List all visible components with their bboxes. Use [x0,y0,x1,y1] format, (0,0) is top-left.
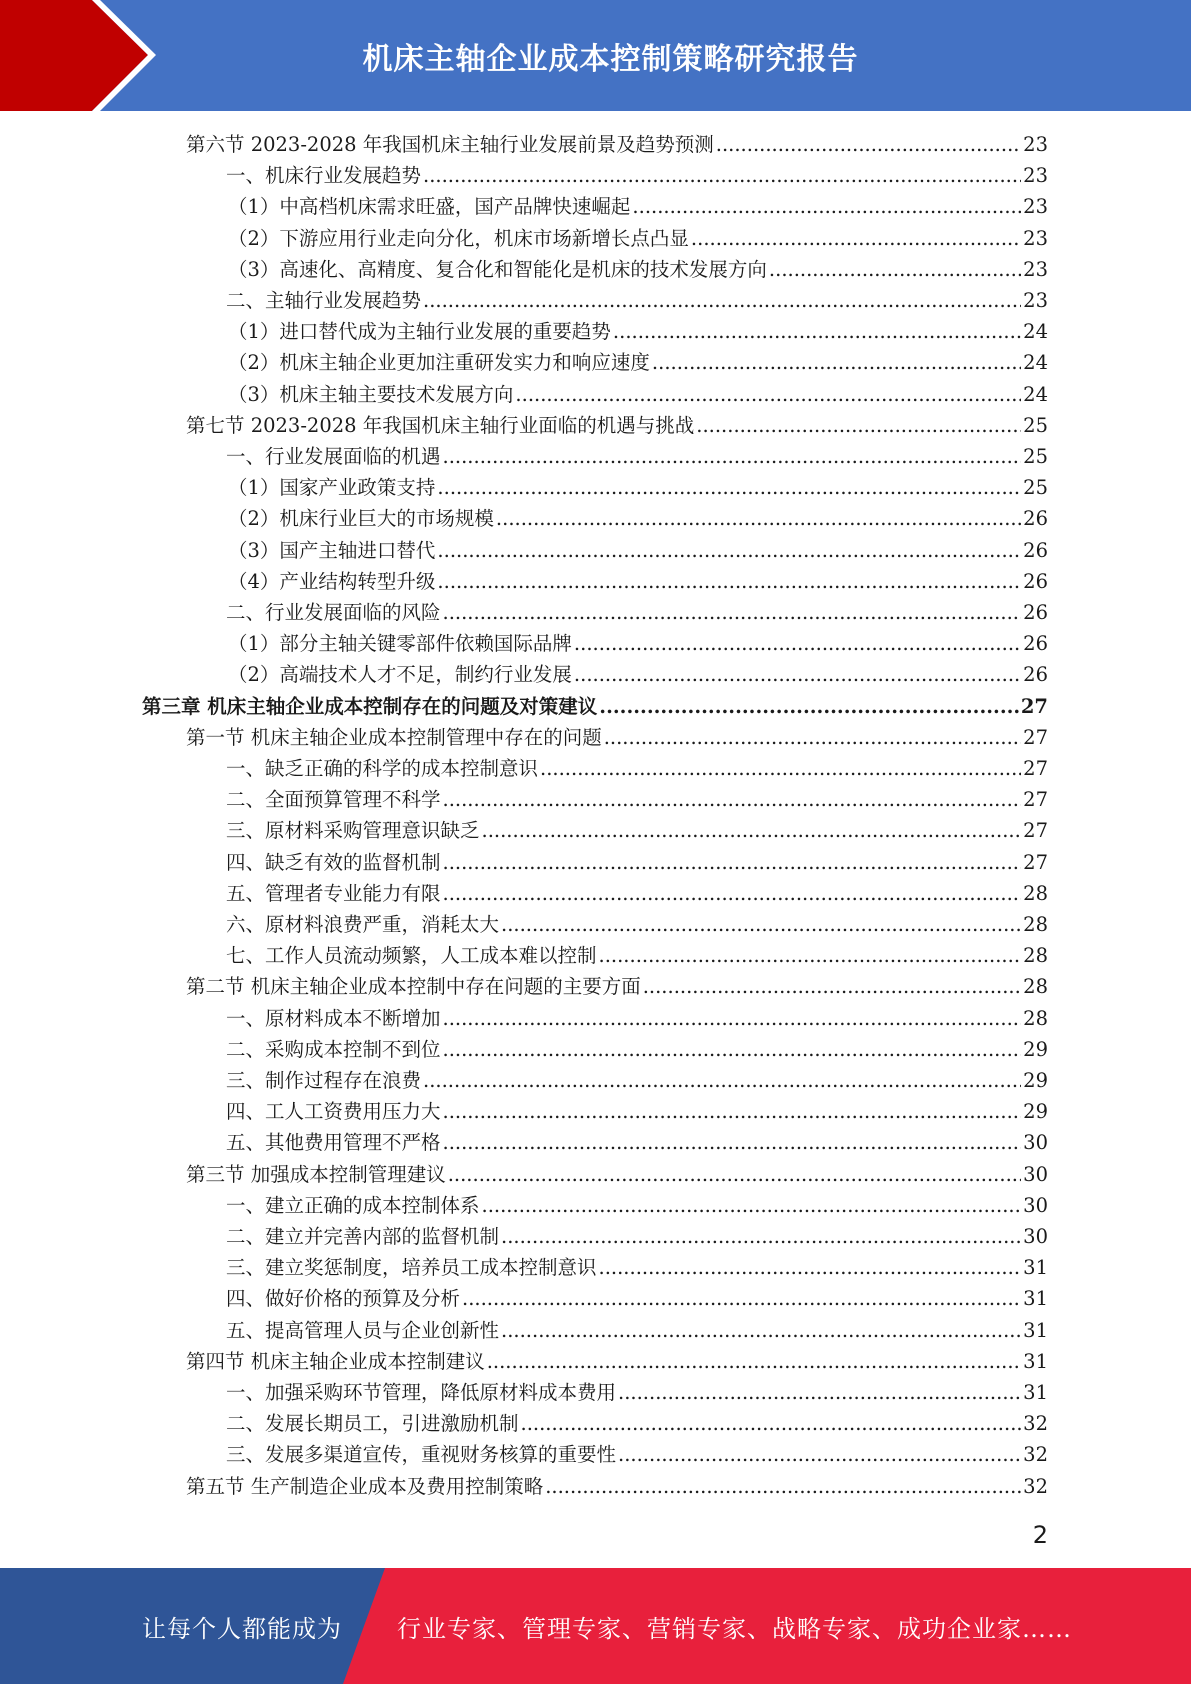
toc-entry-page: 27 [1023,850,1048,874]
toc-dot-leader [443,1037,1022,1063]
toc-entry[interactable] [186,127,1048,158]
toc-entry-label: 七、工作人员流动频繁，人工成本难以控制 [226,944,597,968]
toc-dot-leader [487,1349,1021,1375]
toc-entry[interactable] [226,907,1048,938]
toc-entry-page: 29 [1023,1037,1048,1061]
toc-entry-page: 32 [1023,1412,1048,1436]
toc-entry-page: 27 [1020,694,1048,718]
toc-entry-page: 26 [1023,601,1048,624]
toc-entry[interactable] [186,1344,1048,1375]
toc-dot-leader [574,631,1021,657]
toc-entry-label: 第四节 机床主轴企业成本控制建议 [186,1349,485,1373]
toc-entry[interactable] [226,1281,1048,1312]
toc-entry[interactable] [226,1001,1048,1032]
toc-entry[interactable] [226,938,1048,969]
toc-entry-label: 一、原材料成本不断增加 [226,1006,441,1030]
toc-entry-label: （1）中高档机床需求旺盛，国产品牌快速崛起 [228,195,631,219]
toc-entry-label: （2）下游应用行业走向分化，机床市场新增长点凸显 [228,226,689,250]
toc-entry-page: 30 [1023,1162,1048,1186]
toc-entry[interactable] [226,158,1048,189]
toc-entry-label: （1）进口替代成为主轴行业发展的重要趋势 [228,320,611,344]
toc-entry[interactable] [228,564,1048,595]
toc-dot-leader [443,1130,1022,1156]
toc-entry[interactable] [226,876,1048,907]
toc-entry-page: 28 [1023,944,1048,968]
toc-entry-label: （2）机床行业巨大的市场规模 [228,507,494,531]
toc-entry[interactable] [228,221,1048,252]
toc-dot-leader [618,1380,1021,1406]
toc-entry[interactable] [226,1219,1048,1250]
toc-entry-page: 25 [1023,445,1048,468]
toc-entry[interactable] [226,1250,1048,1281]
toc-entry-page: 27 [1023,757,1048,780]
toc-entry-label: 一、机床行业发展趋势 [226,164,422,188]
page-header [0,0,1191,111]
toc-entry[interactable] [226,1437,1048,1468]
toc-entry[interactable] [226,751,1048,782]
toc-entry-label: 三、发展多渠道宣传，重视财务核算的重要性 [226,1443,617,1467]
toc-entry-label: 五、其他费用管理不严格 [226,1131,441,1155]
toc-entry-page: 31 [1023,1287,1048,1311]
toc-entry-page: 28 [1023,1006,1048,1030]
toc-entry-label: 一、建立正确的成本控制体系 [226,1193,480,1217]
toc-entry[interactable] [226,782,1048,813]
page-footer [0,1568,1191,1684]
toc-entry-label: （3）高速化、高精度、复合化和智能化是机床的技术发展方向 [228,257,767,281]
toc-entry-page: 26 [1023,632,1048,656]
toc-entry[interactable] [228,252,1048,283]
toc-entry-page: 29 [1023,1100,1048,1124]
toc-entry-label: 三、建立奖惩制度，培养员工成本控制意识 [226,1256,597,1280]
toc-entry-page: 26 [1023,569,1048,593]
toc-dot-leader [618,1442,1021,1468]
toc-entry-label: 第五节 生产制造企业成本及费用控制策略 [186,1474,544,1498]
toc-entry[interactable] [228,626,1048,657]
toc-entry-label: 第三节 加强成本控制管理建议 [186,1162,446,1186]
toc-dot-leader [599,1255,1022,1281]
toc-entry[interactable] [228,657,1048,688]
toc-entry[interactable] [186,408,1048,439]
toc-entry-page: 28 [1023,881,1048,905]
toc-dot-leader [643,974,1021,1000]
toc-entry[interactable] [186,720,1048,751]
toc-entry-page: 26 [1023,507,1048,531]
toc-entry[interactable] [226,1063,1048,1094]
toc-dot-leader [462,1286,1021,1312]
toc-entry[interactable] [228,314,1048,345]
toc-chapter-entry[interactable] [142,689,1048,720]
toc-dot-leader [423,1068,1021,1094]
toc-dot-leader [443,1099,1022,1125]
toc-entry-page: 27 [1023,819,1048,843]
document-title: 机床主轴企业成本控制策略研究报告 [362,41,859,77]
toc-entry-page: 27 [1023,788,1048,812]
toc-entry[interactable] [226,813,1048,844]
toc-entry-label: （2）高端技术人才不足，制约行业发展 [228,663,572,687]
toc-entry[interactable] [186,969,1048,1000]
toc-entry-page: 32 [1023,1443,1048,1467]
toc-entry-label: 二、行业发展面临的风险 [226,601,441,624]
toc-dot-leader [443,881,1022,907]
toc-entry-label: 一、缺乏正确的科学的成本控制意识 [226,757,539,780]
toc-entry-label: （3）机床主轴主要技术发展方向 [228,382,514,406]
toc-entry-label: 六、原材料浪费严重，消耗太大 [226,913,500,936]
toc-dot-leader [437,569,1021,595]
toc-dot-leader [769,257,1021,283]
toc-dot-leader [613,319,1021,345]
toc-dot-leader [496,506,1021,532]
toc-entry-label: （4）产业结构转型升级 [228,569,436,593]
toc-dot-leader [443,787,1022,813]
toc-entry-page: 23 [1023,226,1048,250]
toc-entry-label: 第一节 机床主轴企业成本控制管理中存在的问题 [186,725,602,749]
toc-entry-label: 四、做好价格的预算及分析 [226,1287,461,1311]
toc-dot-leader [696,413,1021,439]
toc-dot-leader [515,382,1021,408]
toc-dot-leader [443,1006,1022,1032]
footer-slogan-right: 行业专家、管理专家、营销专家、战略专家、成功企业家…… [397,1614,1072,1643]
toc-entry-page: 31 [1023,1256,1048,1280]
toc-entry-label: 第二节 机床主轴企业成本控制中存在问题的主要方面 [186,975,641,999]
toc-entry-label: 三、原材料采购管理意识缺乏 [226,819,480,843]
toc-entry-page: 24 [1023,382,1048,406]
toc-dot-leader [632,194,1021,220]
toc-entry-page: 30 [1023,1225,1048,1248]
toc-dot-leader [501,1318,1021,1344]
toc-dot-leader [545,1474,1021,1500]
toc-dot-leader [574,662,1021,688]
toc-entry-label: 二、建立并完善内部的监督机制 [226,1225,500,1248]
toc-dot-leader [716,132,1021,158]
toc-entry-label: （1）国家产业政策支持 [228,476,436,500]
toc-entry[interactable] [228,345,1048,376]
toc-entry-page: 23 [1023,133,1048,156]
page-number: 2 [1032,1521,1048,1549]
toc-entry-page: 23 [1023,195,1048,219]
toc-dot-leader [691,226,1021,252]
toc-entry[interactable] [226,595,1048,626]
toc-dot-leader [423,163,1021,189]
toc-entry[interactable] [186,1157,1048,1188]
toc-entry-label: （1）部分主轴关键零部件依赖国际品牌 [228,632,572,656]
toc-entry-page: 30 [1023,1193,1048,1217]
toc-entry[interactable] [228,501,1048,532]
toc-entry[interactable] [228,533,1048,564]
toc-entry-page: 24 [1023,351,1048,375]
toc-entry-page: 25 [1023,413,1048,437]
toc-entry-label: 四、工人工资费用压力大 [226,1100,441,1124]
toc-dot-leader [443,600,1022,626]
toc-entry[interactable] [228,470,1048,501]
toc-entry-label: 一、行业发展面临的机遇 [226,445,441,468]
toc-entry[interactable] [226,283,1048,314]
toc-dot-leader [540,756,1021,782]
toc-dot-leader [437,475,1021,501]
toc-entry[interactable] [226,439,1048,470]
toc-entry-label: 五、管理者专业能力有限 [226,881,441,905]
toc-dot-leader [501,912,1021,938]
footer-slogan-left: 让每个人都能成为 [142,1614,342,1643]
toc-entry[interactable] [226,1188,1048,1219]
toc-dot-leader [652,350,1021,376]
toc-dot-leader [599,694,1019,720]
toc-entry-page: 24 [1023,320,1048,344]
toc-entry-label: （2）机床主轴企业更加注重研发实力和响应速度 [228,351,650,375]
toc-dot-leader [423,288,1021,314]
toc-entry-page: 25 [1023,476,1048,500]
toc-entry-label: 二、发展长期员工，引进激励机制 [226,1412,519,1436]
toc-entry[interactable] [228,189,1048,220]
toc-entry-label: 五、提高管理人员与企业创新性 [226,1318,500,1342]
toc-entry-page: 31 [1023,1349,1048,1373]
toc-entry-page: 23 [1023,164,1048,188]
toc-entry-label: 一、加强采购环节管理，降低原材料成本费用 [226,1381,617,1404]
toc-entry[interactable] [226,845,1048,876]
toc-entry-label: 四、缺乏有效的监督机制 [226,850,441,874]
toc-dot-leader [521,1411,1022,1437]
toc-entry-label: （3）国产主轴进口替代 [228,538,436,562]
toc-entry[interactable] [226,1125,1048,1156]
toc-entry-page: 30 [1023,1131,1048,1155]
toc-entry-page: 29 [1023,1069,1048,1092]
toc-entry-label: 二、主轴行业发展趋势 [226,289,422,312]
toc-entry-label: 二、采购成本控制不到位 [226,1037,441,1061]
toc-dot-leader [437,538,1021,564]
toc-entry-page: 26 [1023,663,1048,687]
toc-entry[interactable] [186,1469,1048,1500]
toc-dot-leader [443,850,1022,876]
toc-entry-page: 31 [1023,1318,1048,1342]
toc-entry-page: 31 [1023,1381,1048,1404]
toc-entry[interactable] [226,1032,1048,1063]
toc-entry-label: 二、全面预算管理不科学 [226,788,441,812]
toc-dot-leader [448,1162,1021,1188]
toc-entry-page: 28 [1023,913,1048,936]
toc-entry-label: 第六节 2023-2028 年我国机床主轴行业发展前景及趋势预测 [186,133,714,156]
toc-entry[interactable] [226,1375,1048,1406]
toc-entry-label: 第七节 2023-2028 年我国机床主轴行业面临的机遇与挑战 [186,413,695,437]
toc-dot-leader [599,943,1022,969]
toc-dot-leader [482,1193,1022,1219]
toc-dot-leader [443,444,1022,470]
toc-entry-page: 32 [1023,1474,1048,1498]
toc-entry[interactable] [226,1406,1048,1437]
toc-entry[interactable] [228,377,1048,408]
toc-dot-leader [604,725,1021,751]
toc-entry-label: 三、制作过程存在浪费 [226,1069,422,1092]
toc-entry-page: 23 [1023,289,1048,312]
toc-entry[interactable] [226,1094,1048,1125]
toc-dot-leader [482,818,1022,844]
toc-entry-page: 27 [1023,725,1048,749]
toc-entry-page: 28 [1023,975,1048,999]
toc-entry[interactable] [226,1313,1048,1344]
toc-dot-leader [501,1224,1021,1250]
toc-entry-page: 23 [1023,257,1048,281]
toc-entry-page: 26 [1023,538,1048,562]
toc-entry-label: 第三章 机床主轴企业成本控制存在的问题及对策建议 [142,694,598,718]
